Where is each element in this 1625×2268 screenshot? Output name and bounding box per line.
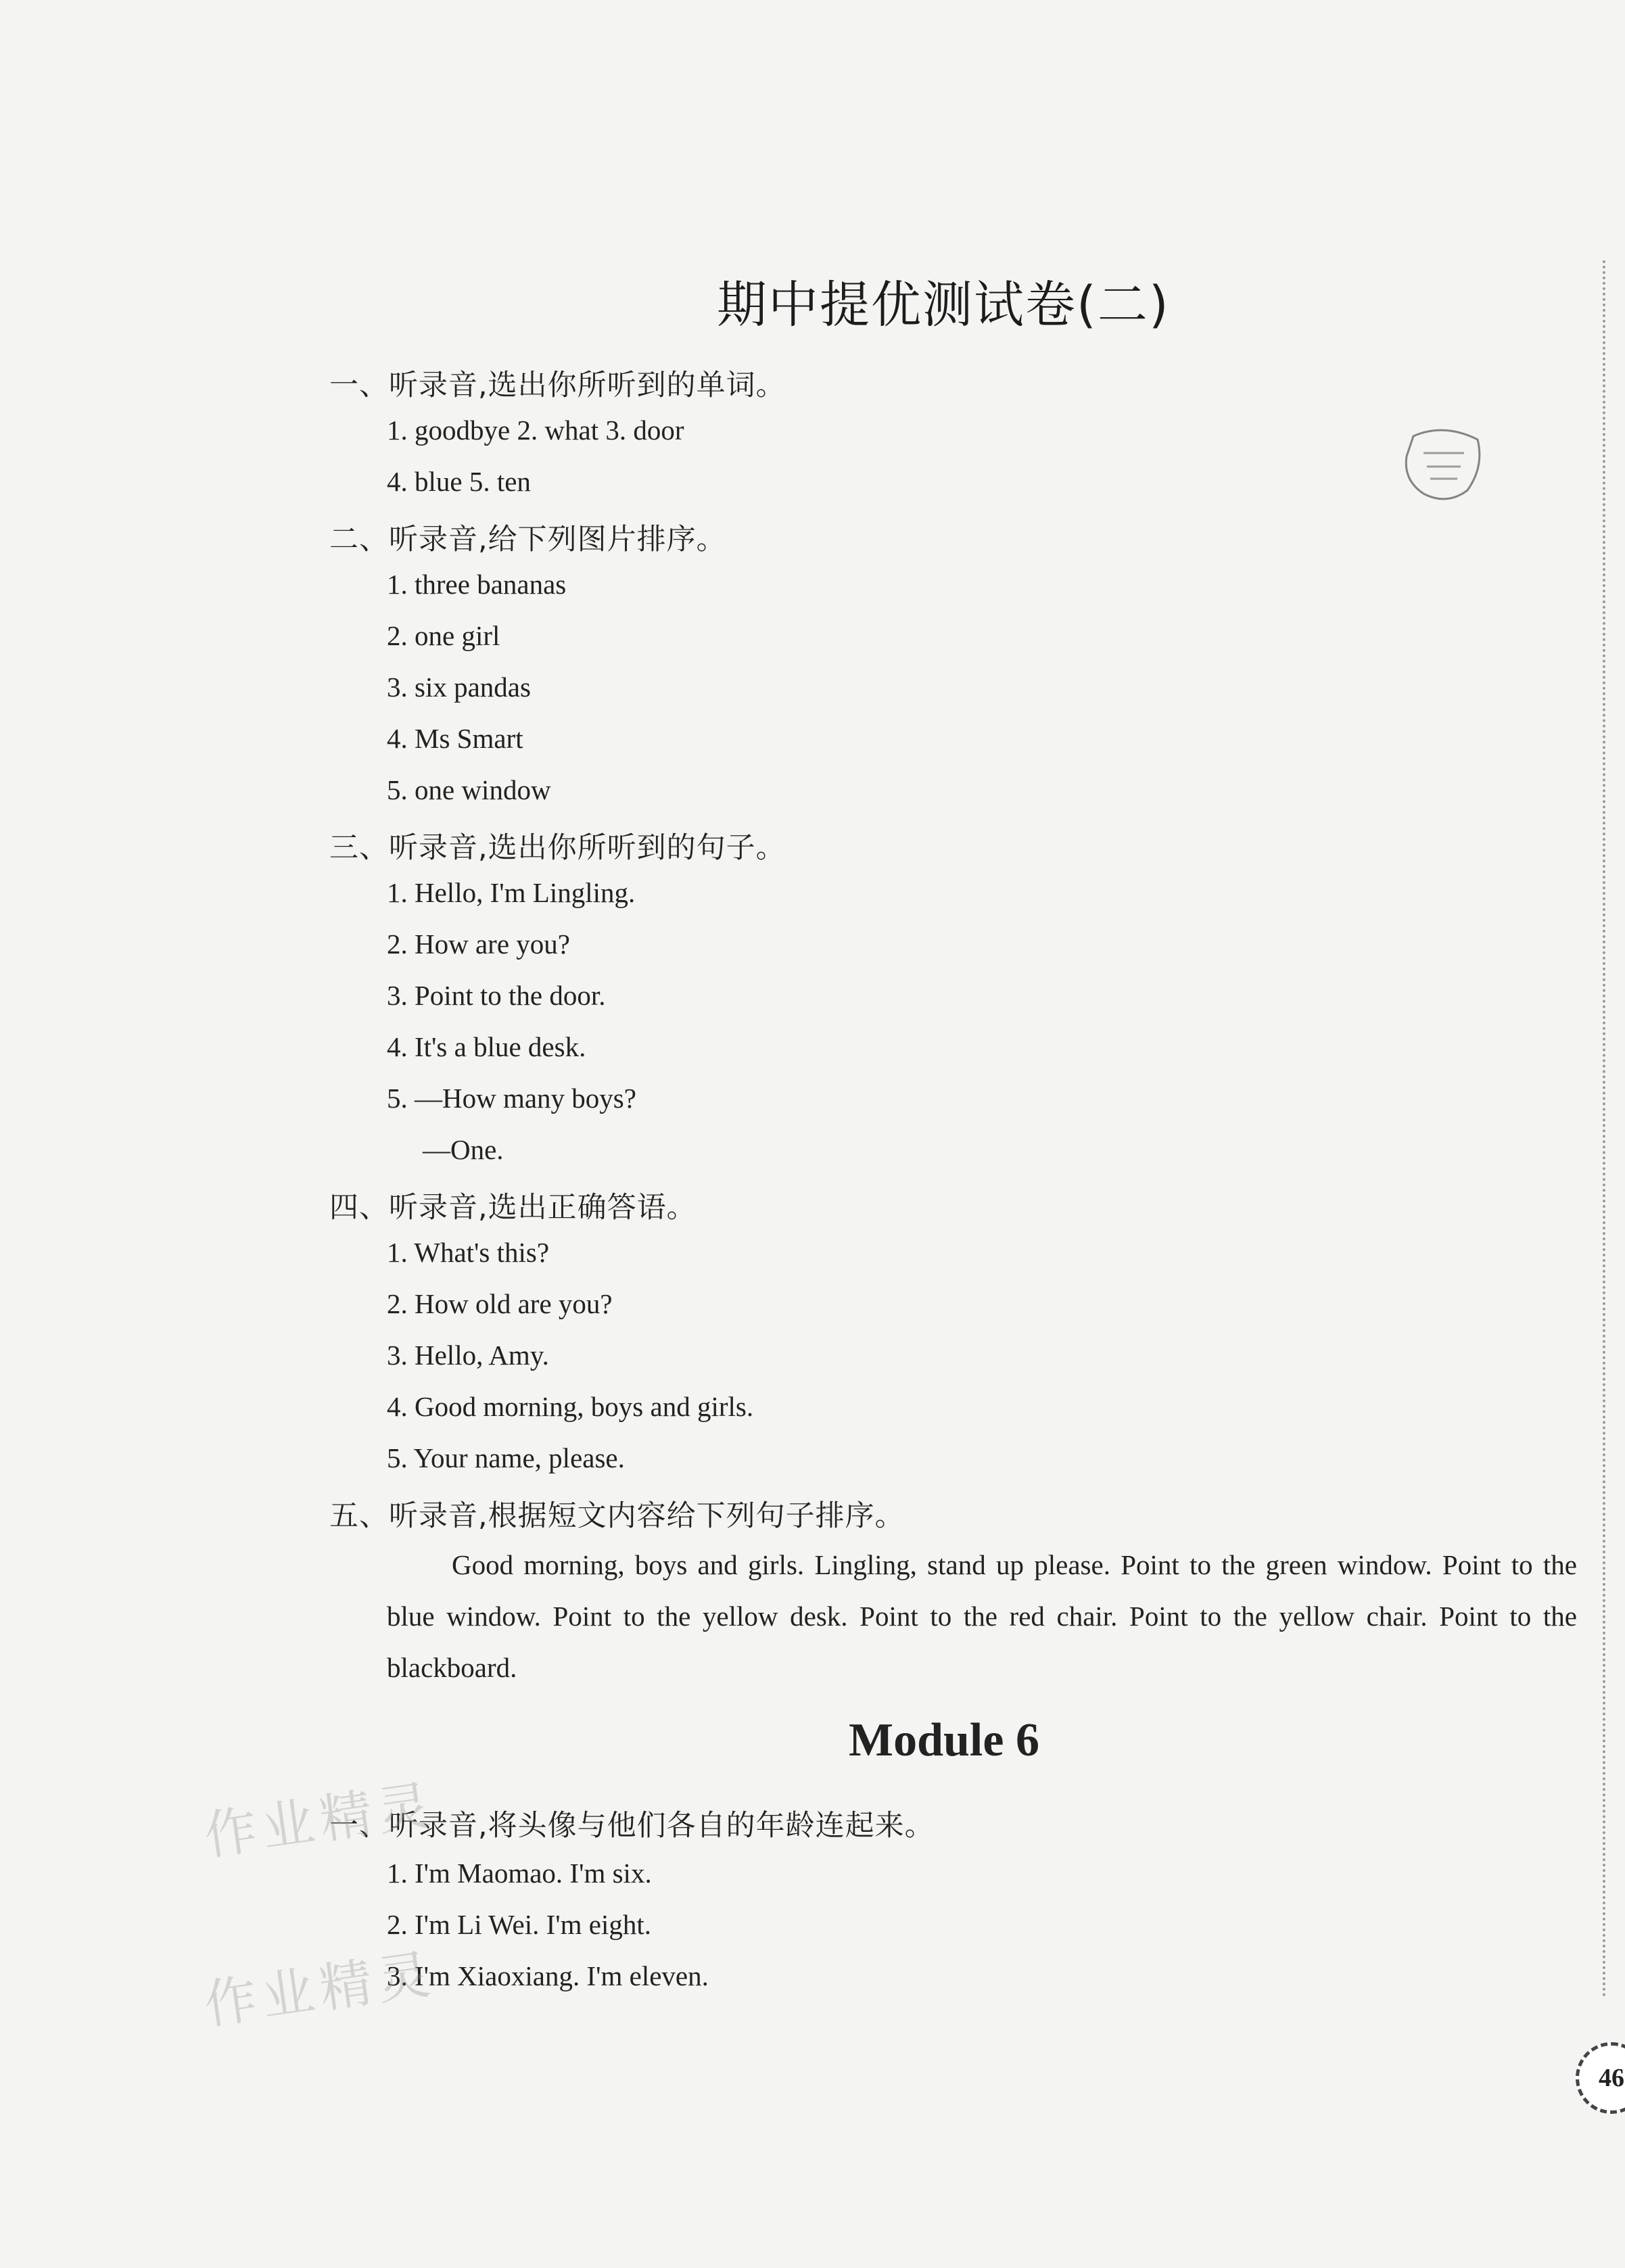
page-number: 46 — [1599, 2064, 1624, 2092]
section-5-paragraph — [387, 1539, 1577, 1693]
section-4-item: 4. Good morning, boys and girls. — [387, 1391, 754, 1422]
section-4-item: 1. What's this? — [387, 1237, 550, 1268]
section-3-item-answer: —One. — [423, 1134, 504, 1165]
section-4-item: 2. How old are you? — [387, 1288, 613, 1319]
module-item: 1. I'm Maomao. I'm six. — [387, 1858, 652, 1889]
paragraph-text: Good morning, boys and girls. Lingling, stand up please. Point to the green window. Point to the blue window. Point to the yellow desk. Point to the red chair. Point to the yellow chair. Point to the blackboard. — [387, 1549, 1577, 1683]
section-2-item: 2. one girl — [387, 620, 500, 651]
section-3-item: 3. Point to the door. — [387, 980, 606, 1011]
section-1-item: 1. goodbye 2. what 3. door — [387, 415, 684, 446]
section-4-heading: 四、听录音,选出正确答语。 — [329, 1191, 697, 1225]
section-2-item: 4. Ms Smart — [387, 723, 523, 754]
section-4-item: 5. Your name, please. — [387, 1442, 625, 1473]
module-item: 2. I'm Li Wei. I'm eight. — [387, 1909, 652, 1940]
margin-dotted-line — [1603, 260, 1605, 1998]
watermark: 作业精灵 — [200, 1943, 440, 2037]
section-3-heading: 三、听录音,选出你所听到的句子。 — [329, 831, 786, 865]
section-2-item: 1. three bananas — [387, 569, 567, 600]
section-2-item: 5. one window — [387, 774, 551, 805]
module-title: Module 6 — [849, 1714, 1039, 1766]
section-4-item: 3. Hello, Amy. — [387, 1340, 549, 1371]
section-2-heading: 二、听录音,给下列图片排序。 — [329, 523, 726, 557]
page-number-badge — [1576, 2042, 1625, 2114]
stamp-icon — [1400, 426, 1488, 507]
section-3-item: 1. Hello, I'm Lingling. — [387, 877, 636, 908]
section-3-item: 2. How are you? — [387, 928, 570, 960]
section-2-item: 3. six pandas — [387, 671, 531, 703]
module-item: 3. I'm Xiaoxiang. I'm eleven. — [387, 1960, 709, 1991]
section-3-item: 4. It's a blue desk. — [387, 1031, 586, 1062]
watermark: 作业精灵 — [200, 1774, 440, 1868]
page-title: 期中提优测试卷(二) — [717, 276, 1170, 334]
section-1-heading: 一、听录音,选出你所听到的单词。 — [329, 369, 786, 402]
module-heading: 一、听录音,将头像与他们各自的年龄连起来。 — [329, 1809, 935, 1843]
section-3-item: 5. —How many boys? — [387, 1083, 636, 1114]
section-5-heading: 五、听录音,根据短文内容给下列句子排序。 — [329, 1499, 905, 1533]
section-1-item: 4. blue 5. ten — [387, 466, 531, 497]
